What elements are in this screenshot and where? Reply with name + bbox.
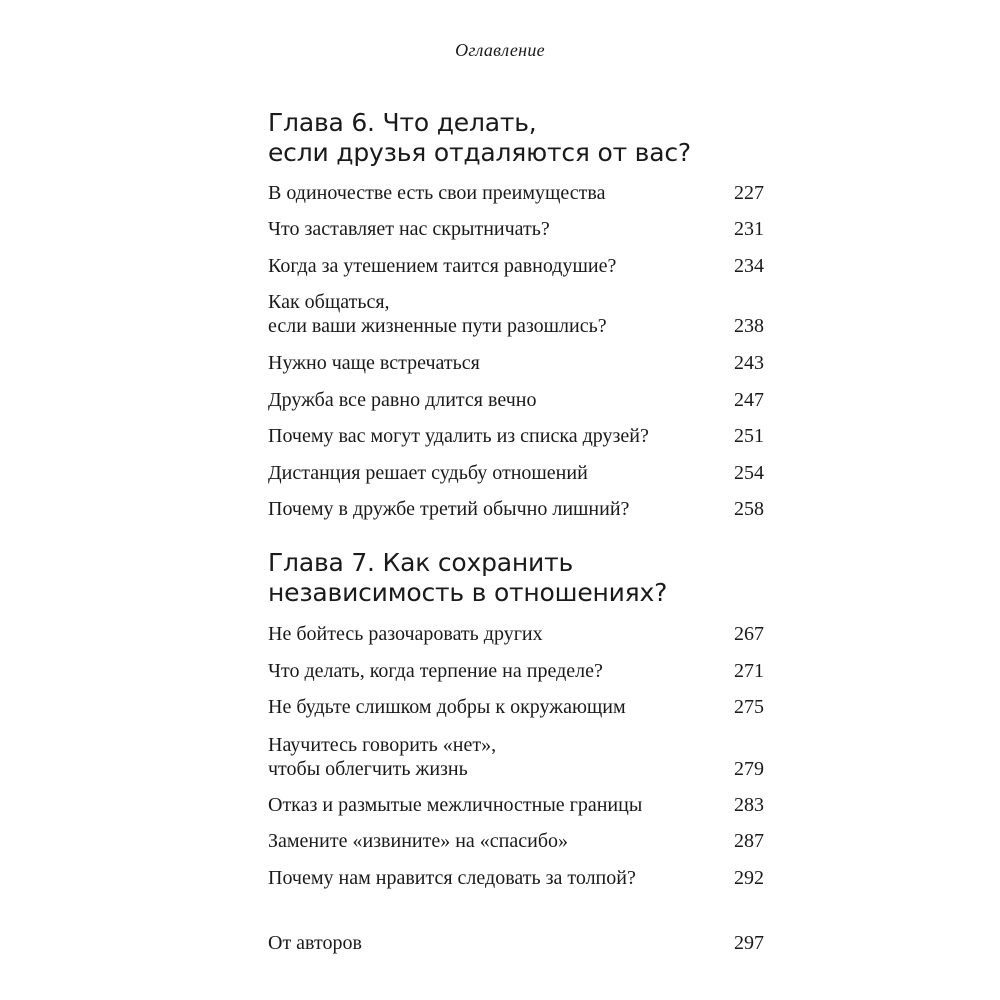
toc-entry[interactable]: [268, 351, 764, 375]
toc-entry-page: 275: [734, 696, 764, 718]
toc-entry[interactable]: [268, 497, 764, 521]
toc-entry[interactable]: [268, 254, 764, 278]
toc-entry-title: Научитесь говорить «нет»,: [268, 734, 497, 756]
toc-entry[interactable]: [268, 695, 764, 719]
toc-entry-title: Как общаться,: [268, 291, 390, 313]
toc-entry-page: 243: [734, 352, 764, 374]
toc-entry-page: 271: [734, 660, 764, 682]
toc-entry-page: 267: [734, 623, 764, 645]
toc-entry[interactable]: [268, 461, 764, 485]
toc-entry-title: От авторов: [268, 932, 362, 954]
toc-entry-page: 283: [734, 794, 764, 816]
toc-entry-title: Почему в дружбе третий обычно лишний?: [268, 498, 630, 520]
toc-entry-title: В одиночестве есть свои преимущества: [268, 182, 606, 204]
toc-entry-page: 238: [734, 315, 764, 337]
toc-entry[interactable]: [268, 622, 764, 646]
toc-entry[interactable]: [268, 793, 764, 817]
toc-entry-title: Отказ и размытые межличностные границы: [268, 794, 643, 816]
toc-entry-page: 247: [734, 389, 764, 411]
chapter-title-line: Глава 7. Как сохранить: [268, 548, 573, 577]
chapter-6-title: [268, 108, 768, 168]
toc-entry[interactable]: [268, 424, 764, 448]
toc-entry-page: 231: [734, 218, 764, 240]
toc-entry-title: Почему нам нравится следовать за толпой?: [268, 867, 636, 889]
toc-entry[interactable]: [268, 733, 764, 781]
chapter-7-title: [268, 548, 768, 608]
toc-entry-page: 287: [734, 830, 764, 852]
chapter-title-line: Глава 6. Что делать,: [268, 108, 537, 137]
toc-entry-page: 258: [734, 498, 764, 520]
toc-entry[interactable]: [268, 866, 764, 890]
toc-entry[interactable]: [268, 290, 764, 338]
toc-entry[interactable]: [268, 181, 764, 205]
toc-entry[interactable]: [268, 659, 764, 683]
toc-entry-page: 254: [734, 462, 764, 484]
toc-entry-page: 292: [734, 867, 764, 889]
toc-entry-title: Дружба все равно длится вечно: [268, 389, 537, 411]
toc-entry-title: Не будьте слишком добры к окружающим: [268, 696, 626, 718]
toc-entry-page: 279: [734, 758, 764, 780]
toc-entry[interactable]: [268, 829, 764, 853]
running-head: Оглавление: [455, 40, 545, 60]
toc-entry[interactable]: [268, 217, 764, 241]
toc-entry-title: Когда за утешением таится равнодушие?: [268, 255, 617, 277]
toc-entry-title: если ваши жизненные пути разошлись?: [268, 315, 607, 337]
toc-entry-title: чтобы облегчить жизнь: [268, 758, 468, 780]
toc-entry-title: Почему вас могут удалить из списка друзей?: [268, 425, 649, 447]
toc-entry-page: 251: [734, 425, 764, 447]
toc-entry-afterword[interactable]: [268, 931, 764, 955]
toc-entry-title: Что делать, когда терпение на пределе?: [268, 660, 603, 682]
chapter-title-line: если друзья отдаляются от вас?: [268, 138, 691, 167]
toc-entry-title: Не бойтесь разочаровать других: [268, 623, 543, 645]
toc-entry-page: 234: [734, 255, 764, 277]
toc-entry-page: 227: [734, 182, 764, 204]
toc-entry[interactable]: [268, 388, 764, 412]
toc-entry-page: 297: [734, 932, 764, 954]
toc-entry-title: Замените «извините» на «спасибо»: [268, 830, 569, 852]
chapter-title-line: независимость в отношениях?: [268, 578, 668, 607]
toc-entry-title: Нужно чаще встречаться: [268, 352, 480, 374]
toc-entry-title: Дистанция решает судьбу отношений: [268, 462, 588, 484]
toc-entry-title: Что заставляет нас скрытничать?: [268, 218, 550, 240]
